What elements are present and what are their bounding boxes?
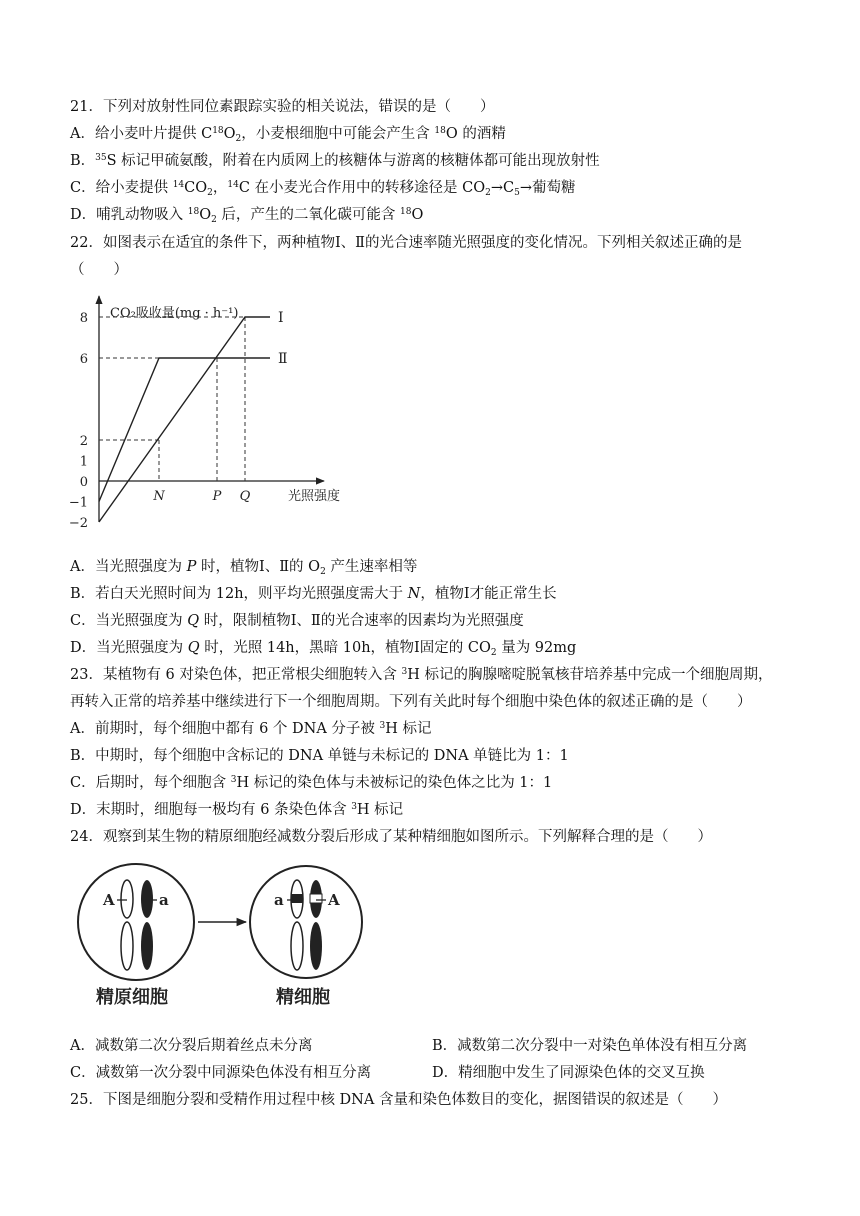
- q23-option-d: D．末期时，细胞每一极均有 6 条染色体含 $^3$H 标记: [70, 802, 404, 818]
- q22-option-c: C．当光照强度为 Q 时，限制植物Ⅰ、Ⅱ的光合速率的因素均为光照强度: [70, 613, 524, 629]
- y-tick-label: −1: [68, 495, 88, 511]
- q21-option-a: A．给小麦叶片提供 $C^{18}O_2$，小麦根细胞中可能会产生含 $^{18}$O 的酒精: [70, 126, 506, 144]
- q22-option-b: B．若白天光照时间为 12h，则平均光照强度需大于 N，植物Ⅰ才能正常生长: [70, 586, 557, 602]
- gene-a-left: a: [159, 891, 169, 909]
- x-axis-label: 光照强度: [288, 489, 341, 504]
- q21-option-b: B．$^{35}$S 标记甲硫氨酸，附着在内质网上的核糖体与游离的核糖体都可能出现放射性: [70, 153, 600, 169]
- q23-stem-line2: 再转入正常的培养基中继续进行下一个细胞周期。下列有关此时每个细胞中染色体的叙述正确的是（ ）: [70, 694, 752, 710]
- gene-a-right: a: [274, 891, 284, 909]
- spermatogonium-cell: [78, 864, 194, 980]
- gene-A-right: A: [328, 891, 340, 909]
- series-line-II: [99, 358, 270, 502]
- q23-stem-line1: 23．某植物有 6 对染色体，把正常根尖细胞转入含 $^3$H 标记的胸腺嘧啶脱氧核苷培养基中完成一个细胞周期，: [70, 667, 773, 683]
- y-tick-label: 2: [79, 434, 88, 449]
- q24-option-b: B．减数第二次分裂中一对染色单体没有相互分离: [432, 1038, 748, 1054]
- q24-stem: 24．观察到某生物的精原细胞经减数分裂后形成了某种精细胞如图所示。下列解释合理的是（ ）: [70, 829, 712, 845]
- chromosome-white: [121, 880, 133, 970]
- q21-option-c: C．给小麦提供 $^{14}CO_2$，$^{14}$C 在小麦光合作用中的转移途径是 $CO_2\to C_5\to$葡萄糖: [70, 180, 576, 198]
- y-tick-label: 0: [79, 475, 88, 490]
- y-tick-label: 1: [79, 454, 88, 470]
- caption-sperm: 精细胞: [276, 987, 330, 1008]
- q25-stem: 25．下图是细胞分裂和受精作用过程中核 DNA 含量和染色体数目的变化，据图错误的叙述是（ ）: [70, 1092, 727, 1108]
- q22-option-a: A．当光照强度为 P 时，植物Ⅰ、Ⅱ的 $O_2$ 产生速率相等: [70, 559, 418, 577]
- q24-option-d: D．精细胞中发生了同源染色体的交叉互换: [432, 1065, 705, 1081]
- q23-option-b: B．中期时，每个细胞中含标记的 DNA 单链与未标记的 DNA 单链比为 1：1: [70, 748, 569, 764]
- q23-option-c: C．后期时，每个细胞含 $^3$H 标记的染色体与未被标记的染色体之比为 1：1: [70, 775, 553, 791]
- x-tick-label: N: [153, 489, 165, 504]
- y-axis-label: CO₂吸收量(mg · h⁻¹): [110, 306, 239, 321]
- q24-option-a: A．减数第二次分裂后期着丝点未分离: [70, 1038, 313, 1054]
- q24-figure: [70, 855, 370, 1020]
- chromosome-black-right: [310, 880, 322, 970]
- q22-option-d: D．当光照强度为 Q 时，光照 14h，黑暗 10h，植物Ⅰ固定的 $CO_2$ 量为 92mg: [70, 640, 577, 658]
- chromosome-white-right: [291, 880, 303, 970]
- chromosome-black: [141, 880, 153, 970]
- q21-option-d: D．哺乳动物吸入 $^{18}O_2$ 后，产生的二氧化碳可能含 $^{18}$O: [70, 207, 424, 225]
- caption-spermatogonium: 精原细胞: [96, 987, 168, 1008]
- q24-option-c: C．减数第一次分裂中同源染色体没有相互分离: [70, 1065, 372, 1081]
- y-tick-label: 8: [79, 311, 88, 326]
- gene-A-left: A: [103, 891, 115, 909]
- x-tick-label: Q: [239, 489, 251, 504]
- series-label: Ⅰ: [278, 310, 284, 326]
- y-tick-label: 6: [79, 352, 88, 367]
- q22-chart: [60, 290, 380, 535]
- x-tick-label: P: [212, 489, 222, 504]
- q22-stem-line2: （ ）: [70, 262, 128, 278]
- series-label: Ⅱ: [278, 351, 288, 367]
- y-tick-label: −2: [68, 516, 88, 531]
- q22-stem-line1: 22．如图表示在适宜的条件下，两种植物Ⅰ、Ⅱ的光合速率随光照强度的变化情况。下列相关叙述正确的是: [70, 235, 743, 251]
- sperm-cell: [250, 866, 362, 978]
- q21-stem: 21．下列对放射性同位素跟踪实验的相关说法，错误的是（ ）: [70, 99, 495, 115]
- q23-option-a: A．前期时，每个细胞中都有 6 个 DNA 分子被 $^3$H 标记: [70, 721, 432, 737]
